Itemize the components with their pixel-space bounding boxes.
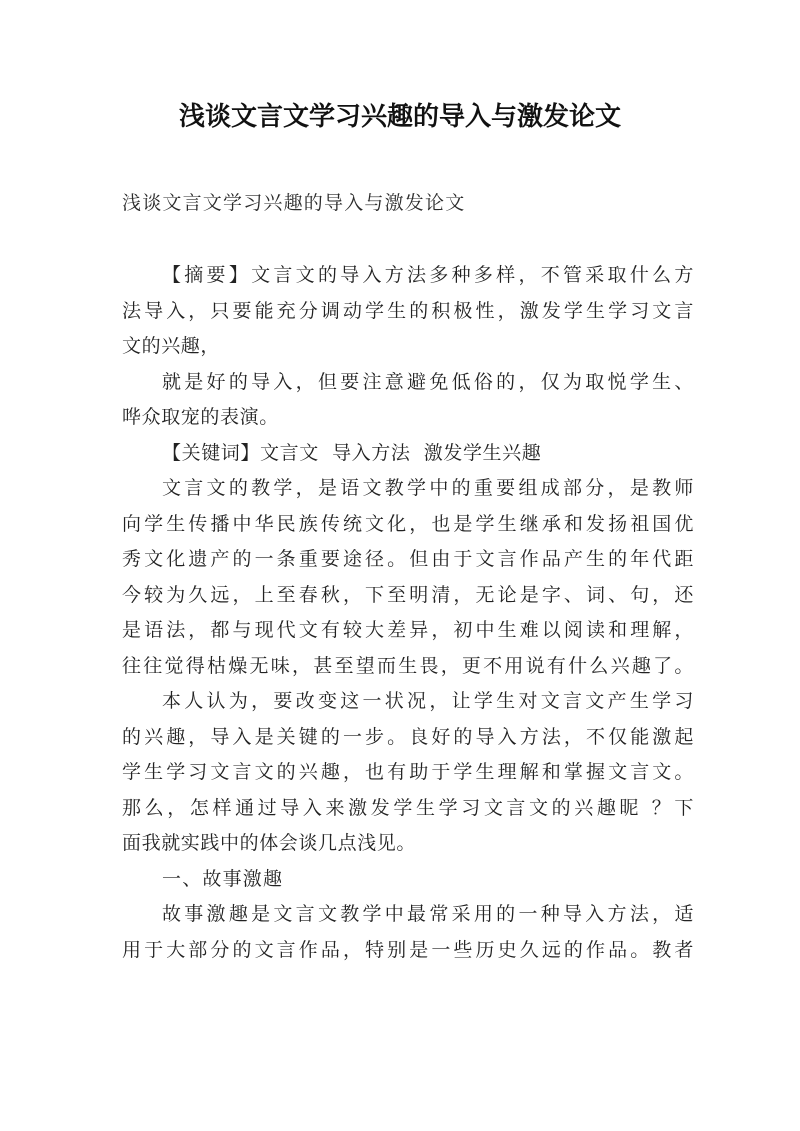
text-line: 故事激趣是文言文教学中最常采用的一种导入方法，适 <box>162 903 694 925</box>
keywords-paragraph <box>122 436 694 472</box>
text-line: 秀文化遗产的一条重要途径。但由于文言作品产生的年代距 <box>122 548 694 570</box>
text-line: 文的兴趣， <box>122 335 221 357</box>
text-line: 【摘要】文言文的导入方法多种多样，不管采取什么方 <box>162 264 694 286</box>
text-line: 是语法，都与现代文有较大差异，初中生难以阅读和理解， <box>122 619 694 641</box>
text-line: 那么，怎样通过导入来激发学生学习文言文的兴趣昵 ？下 <box>122 796 694 819</box>
abstract-continuation-paragraph <box>122 365 694 436</box>
document-title: 浅谈文言文学习兴趣的导入与激发论文 <box>178 102 621 132</box>
document-subtitle: 浅谈文言文学习兴趣的导入与激发论文 <box>122 192 466 214</box>
text-line: 法导入，只要能充分调动学生的积极性，激发学生学习文言 <box>122 299 694 322</box>
text-line: 今较为久远，上至春秋，下至明清，无论是字、词、句，还 <box>122 583 694 606</box>
text-line: 向学生传播中华民族传统文化，也是学生继承和发扬祖国优 <box>122 512 694 535</box>
text-line: 就是好的导入，但要注意避免低俗的，仅为取悦学生、 <box>162 370 694 393</box>
section-heading <box>122 862 694 898</box>
text-line: 的兴趣，导入是关键的一步。良好的导入方法，不仅能激起 <box>122 725 694 748</box>
text-line: 文言文的教学，是语文教学中的重要组成部分，是教师 <box>162 477 694 499</box>
body-paragraph <box>122 897 694 968</box>
text-line: 学生学习文言文的兴趣，也有助于学生理解和掌握文言文。 <box>122 761 694 783</box>
text-line: 面我就实践中的体会谈几点浅见。 <box>122 832 417 854</box>
body-paragraph <box>122 684 694 862</box>
text-line: 哗众取宠的表演。 <box>122 406 279 428</box>
text-line: 往往觉得枯燥无味，甚至望而生畏，更不用说有什么兴趣了。 <box>122 654 694 677</box>
body-paragraph <box>122 471 694 684</box>
section-heading-text: 一、故事激趣 <box>162 867 284 890</box>
text-line: 本人认为，要改变这一状况，让学生对文言文产生学习 <box>162 690 694 712</box>
document-body <box>122 258 694 968</box>
text-line: 用于大部分的文言作品，特别是一些历史久远的作品。教者 <box>122 938 694 961</box>
abstract-paragraph <box>122 258 694 365</box>
keywords-line: 【关键词】文言文 导入方法 激发学生兴趣 <box>162 441 542 464</box>
